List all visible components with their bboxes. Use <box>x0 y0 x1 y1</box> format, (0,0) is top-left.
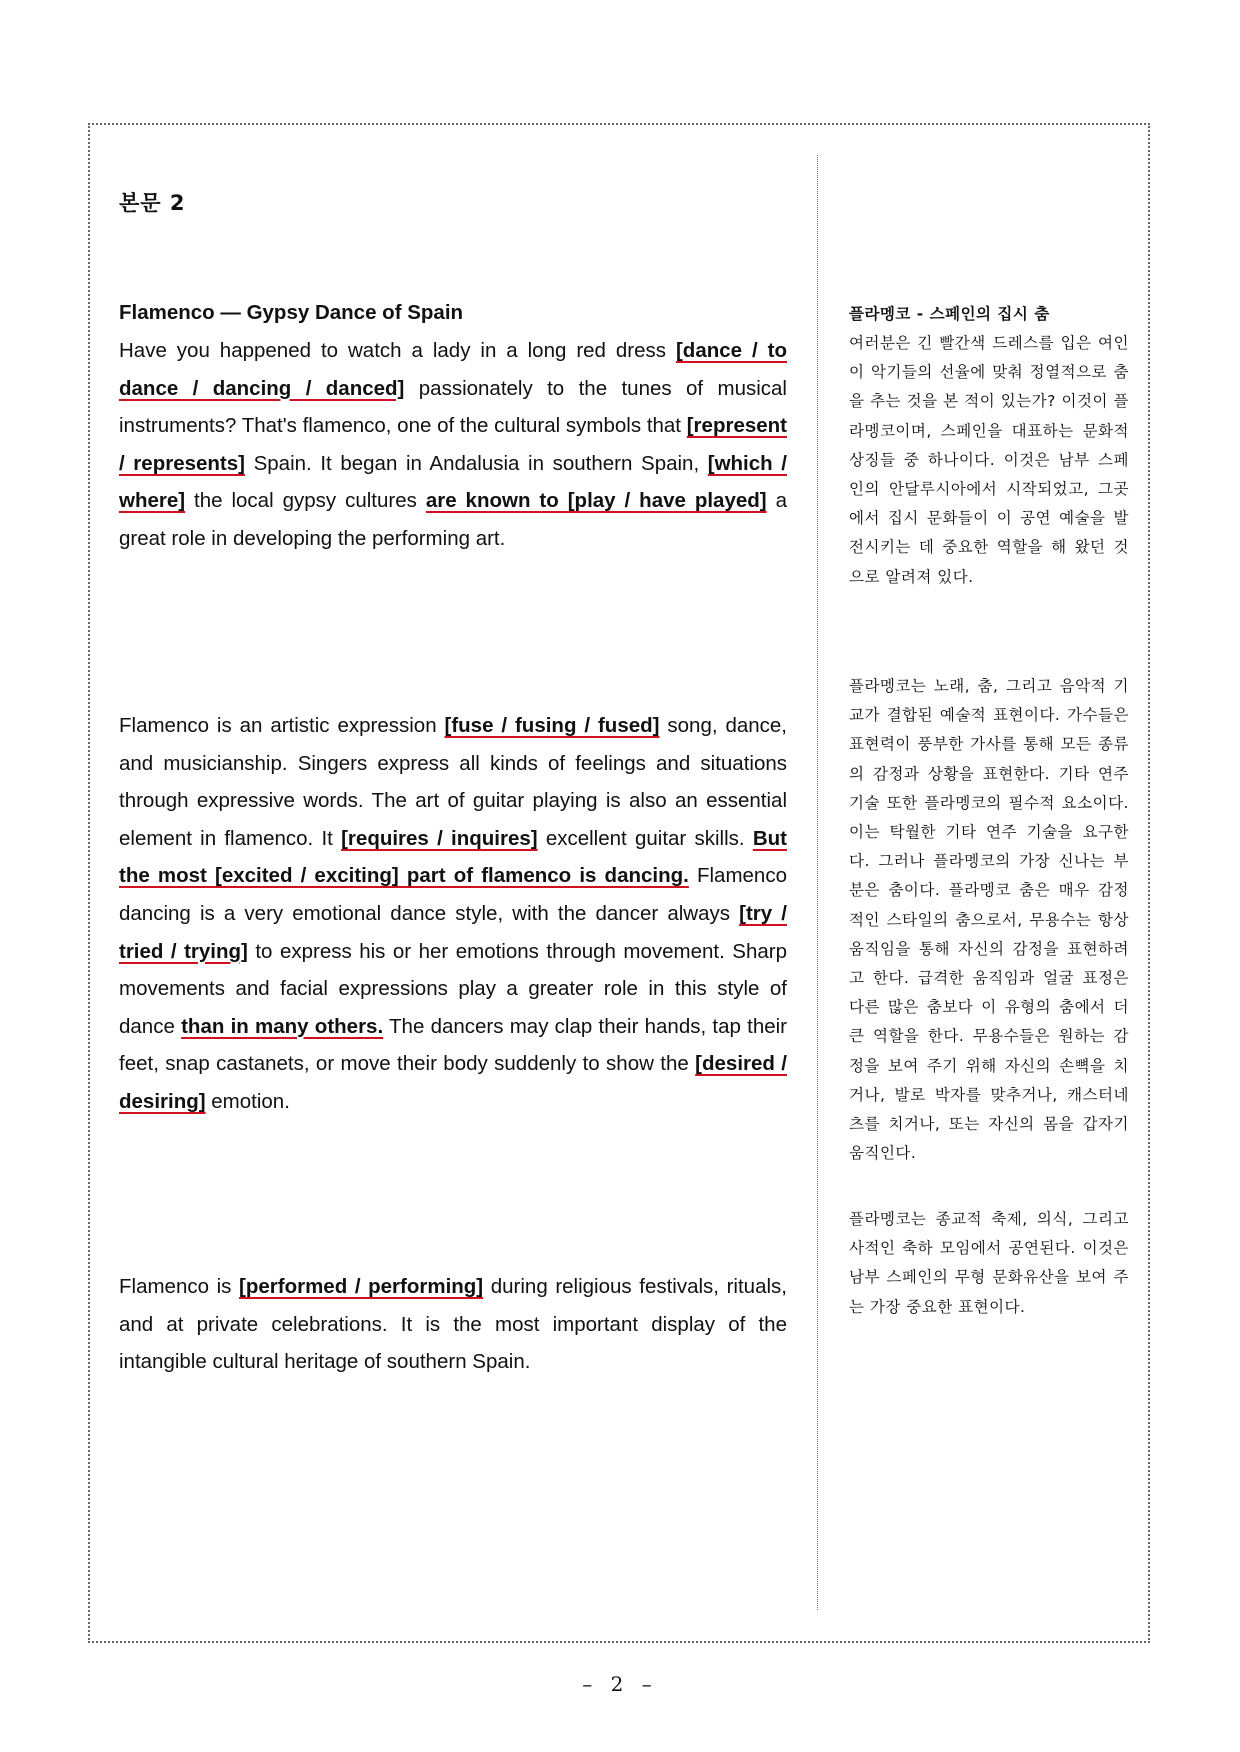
passage-title: Flamenco — Gypsy Dance of Spain <box>119 301 464 324</box>
answer-choice: [desired / desiring] <box>119 1052 787 1113</box>
passage-paragraph-3 <box>119 1268 787 1381</box>
section-heading: 본문 2 <box>119 191 186 215</box>
answer-choice: are known to [play / have played] <box>425 489 767 513</box>
answer-choice: But the most [excited / exciting] part of flamenco is dancing. <box>119 826 787 888</box>
passage-text: Flamenco dancing is a very emotional dance style, with the dancer always <box>119 864 787 925</box>
passage-text: Flamenco is an artistic expression <box>119 714 445 737</box>
column-divider <box>817 155 818 1610</box>
passage-text: excellent guitar skills. <box>537 826 753 850</box>
passage-text: passionately to the tunes of musical instruments? That's flamenco, one of the cultural symbols that <box>119 376 787 438</box>
passage-text: Flamenco is <box>119 1275 240 1298</box>
passage-paragraph-2 <box>119 707 787 1121</box>
answer-choice: [which / where] <box>119 451 787 513</box>
passage-text: emotion. <box>205 1089 290 1113</box>
answer-choice: than in many others. <box>181 1014 384 1038</box>
passage-text: during religious festivals, rituals, and at private celebrations. It is the most important display of the intangible cultural heritage of southern Spain. <box>119 1275 787 1374</box>
passage-text: a great role in developing the performing art. <box>119 489 787 550</box>
passage-text: The dancers may clap their hands, tap their feet, snap castanets, or move their body suddenly to show the <box>119 1014 788 1076</box>
translation-paragraph-3: 플라멩코는 종교적 축제, 의식, 그리고 사적인 축하 모임에서 공연된다. 이것은 남부 스페인의 무형 문화유산을 보여 주는 가장 중요한 표현이다. <box>849 1210 1129 1316</box>
answer-choice: [try / tried / trying] <box>119 901 787 963</box>
page-number: – 2 – <box>582 1672 658 1696</box>
answer-choice: [dance / to dance / dancing / danced] <box>119 339 787 400</box>
passage-text: the local gypsy cultures <box>185 489 426 513</box>
translation-title: 플라멩코 - 스페인의 집시 춤 <box>849 305 1050 323</box>
answer-choice: [fuse / fusing / fused] <box>444 714 660 737</box>
passage-text: Have you happened to watch a lady in a long red dress <box>119 339 676 362</box>
passage-text: Spain. It began in Andalusia in southern Spain, <box>244 451 708 475</box>
answer-choice: [requires / inquires] <box>341 826 538 850</box>
passage-text: to express his or her emotions through movement. Sharp movements and facial expressions play a greater role in this style of dance <box>119 939 787 1038</box>
passage-paragraph-1 <box>119 332 787 558</box>
answer-choice: [represent / represents] <box>119 414 787 475</box>
passage-text: song, dance, and musicianship. Singers express all kinds of feelings and situations through expressive words. The art of guitar playing is also an essential element in flamenco. It <box>119 714 787 850</box>
translation-paragraph-1: 여러분은 긴 빨간색 드레스를 입은 여인이 악기들의 선율에 맞춰 정열적으로 춤을 추는 것을 본 적이 있는가? 이것이 플라멩코이며, 스페인을 대표하는 문화적 상징들 중 하나이다. 이것은 남부 스페인의 안달루시아에서 시작되었고, 그곳에서 집시 문화들이 이 공연 예술을 발전시키는 데 중요한 역할을 해 왔던 것으로 알려져 있다. <box>849 334 1129 586</box>
answer-choice: [performed / performing] <box>239 1275 484 1298</box>
translation-paragraph-2: 플라멩코는 노래, 춤, 그리고 음악적 기교가 결합된 예술적 표현이다. 가수들은 표현력이 풍부한 가사를 통해 모든 종류의 감정과 상황을 표현한다. 기타 연주 기술 또한 플라멩코의 필수적 요소이다. 이는 탁월한 기타 연주 기술을 요구한다. 그러나 플라멩코의 가장 신나는 부분은 춤이다. 플라멩코 춤은 매우 감정적인 스타일의 춤으로서, 무용수는 항상 움직임을 통해 자신의 감정을 표현하려고 한다. 급격한 움직임과 얼굴 표정은 다른 많은 춤보다 이 유형의 춤에서 더 큰 역할을 한다. 무용수들은 원하는 감정을 보여 주기 위해 자신의 손뼉을 치거나, 발로 박자를 맞추거나, 캐스터네츠를 치거나, 또는 자신의 몸을 갑자기 움직인다. <box>849 677 1129 1163</box>
